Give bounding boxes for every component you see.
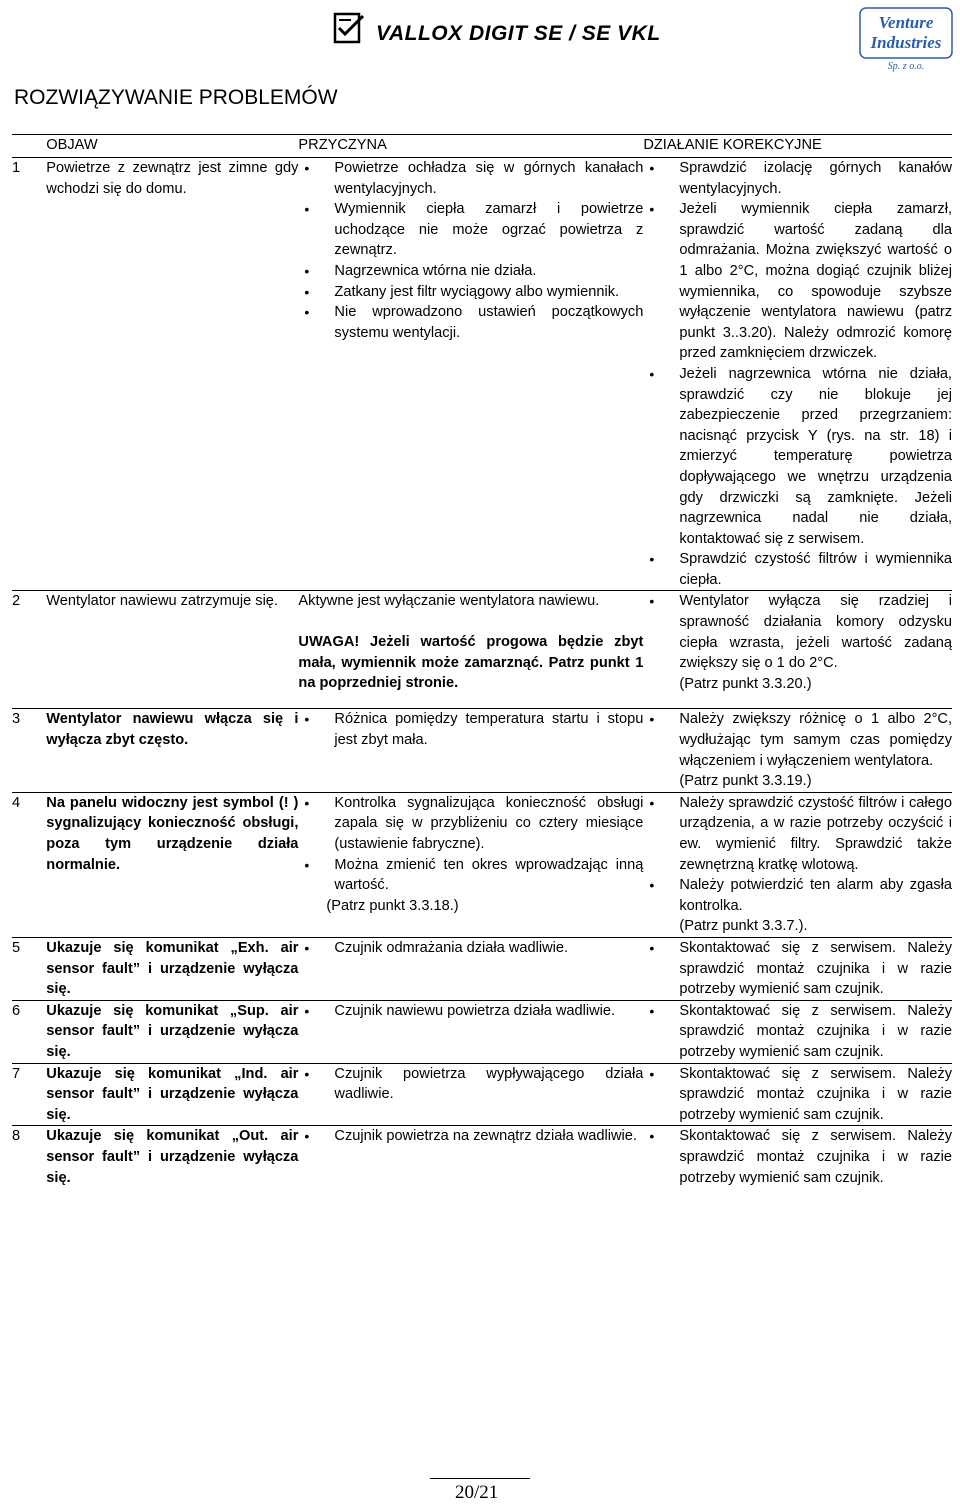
cause-item: • Czujnik powietrza wypływającego działa wadliwie. [298, 1064, 643, 1105]
cause-warning: UWAGA! Jeżeli wartość progowa będzie zbyt mała, wymiennik może zamarznąć. Patrz punkt 1 na poprzedniej stronie. [298, 634, 644, 692]
action-item: • Wentylator wyłącza się rzadziej i sprawność działania komory odzysku ciepła wzrasta, jeżeli wartość zadaną zwiększy się o 1 do 2°C. [643, 591, 952, 673]
action-item: • Jeżeli wymiennik ciepła zamarzł, sprawdzić wartość zadaną dla odmrażania. Można zwiększyć wartość o 1 albo 2°C, można dogiąć czujnik bliżej wymiennika, co spowoduje szybsze wyłączenie wentylatora nawiewu (patrz punkt 3..3.20). Należy odmrozić komorę przed zamknięciem drzwiczek. [643, 199, 952, 364]
action-list [643, 793, 952, 917]
table-row [12, 709, 952, 792]
cause-item: • Wymiennik ciepła zamarzł i powietrze uchodzące nie może ogrzać powietrza z zewnątrz. [298, 199, 643, 261]
action-list [643, 591, 952, 673]
action-item: • Należy potwierdzić ten alarm aby zgasła kontrolka. [643, 875, 952, 916]
action-item: • Należy zwiększy różnicę o 1 albo 2°C, wydłużając tym samym czas pomiędzy włączeniem i wyłączeniem wentylatora. [643, 709, 952, 771]
cause-reference: (Patrz punkt 3.3.18.) [326, 897, 459, 914]
symptom-text: Powietrze z zewnątrz jest zimne gdy wchodzi się do domu. [46, 160, 299, 197]
action-item: • Skontaktować się z serwisem. Należy sprawdzić montaż czujnika i w razie potrzeby wymienić sam czujnik. [643, 1126, 952, 1188]
cause-item: • Różnica pomiędzy temperatura startu i stopu jest zbyt mała. [298, 709, 643, 750]
row-number: 8 [12, 1126, 46, 1188]
table-row [12, 1063, 952, 1126]
column-action: DZIAŁANIE KOREKCYJNE [643, 135, 952, 158]
table-row [12, 792, 952, 937]
cause-list [298, 158, 643, 343]
action-list [643, 709, 952, 771]
table-header-row [12, 135, 952, 158]
action-item: • Jeżeli nagrzewnica wtórna nie działa, sprawdzić czy nie blokuje jej zabezpieczenie przed przegrzaniem: nacisnąć przycisk Y (rys. na str. 18) i zmierzyć temperaturę powietrza dopływającego we wnętrzu urządzenia gdy drzwiczki są zamknięte. Jeżeli nagrzewnica nadal nie działa, kontaktować się z serwisem. [643, 364, 952, 549]
symptom-text: Ukazuje się komunikat „Out. air sensor fault” i urządzenie wyłącza się. [46, 1126, 298, 1188]
row-number: 6 [12, 1000, 46, 1063]
symptom-text: Ukazuje się komunikat „Sup. air sensor fault” i urządzenie wyłącza się. [46, 1000, 298, 1063]
footer-divider [430, 1478, 530, 1479]
action-item: • Sprawdzić izolację górnych kanałów wentylacyjnych. [643, 158, 952, 199]
brand-title: VALLOX DIGIT SE / SE VKL [376, 22, 661, 45]
cause-list [298, 938, 643, 959]
row-number: 3 [12, 709, 46, 792]
action-list [643, 158, 952, 590]
row-number: 7 [12, 1063, 46, 1126]
cause-list [298, 709, 643, 750]
action-item: • Skontaktować się z serwisem. Należy sprawdzić montaż czujnika i w razie potrzeby wymienić sam czujnik. [643, 1001, 952, 1063]
cause-item: • Można zmienić ten okres wprowadzając inną wartość. [298, 855, 643, 896]
action-item: • Skontaktować się z serwisem. Należy sprawdzić montaż czujnika i w razie potrzeby wymienić sam czujnik. [643, 938, 952, 1000]
action-reference: (Patrz punkt 3.3.7.). [679, 918, 808, 935]
cause-item: • Czujnik powietrza na zewnątrz działa wadliwie. [298, 1126, 643, 1147]
cause-list [298, 1064, 643, 1105]
table-row [12, 158, 952, 591]
cause-list [298, 793, 643, 896]
page-title: ROZWIĄZYWANIE PROBLEMÓW [14, 86, 338, 109]
column-symptom: OBJAW [46, 135, 298, 158]
action-list [643, 1001, 952, 1063]
cause-item: • Kontrolka sygnalizująca konieczność obsługi zapala się w przybliżeniu co cztery miesiące (ustawienie fabryczne). [298, 793, 643, 855]
venture-industries-logo [858, 6, 954, 72]
table-row [12, 591, 952, 694]
troubleshooting-table [12, 134, 952, 1188]
cause-item: • Czujnik odmrażania działa wadliwie. [298, 938, 643, 959]
action-item: • Należy sprawdzić czystość filtrów i całego urządzenia, a w razie potrzeby oczyścić i ew. wymienić filtry. Sprawdzić także zewnętrzną kratkę wlotową. [643, 793, 952, 875]
page-number: 20/21 [455, 1482, 499, 1503]
row-number: 2 [12, 591, 46, 694]
symptom-text: Wentylator nawiewu włącza się i wyłącza zbyt często. [46, 709, 298, 792]
cause-item: • Nie wprowadzono ustawień początkowych systemu wentylacji. [298, 302, 643, 343]
table-row [12, 1126, 952, 1188]
venture-line2: Industries [870, 33, 942, 52]
cause-item: • Nagrzewnica wtórna nie działa. [298, 261, 643, 282]
symptom-text: Na panelu widoczny jest symbol (! ) sygnalizujący konieczność obsługi, poza tym urządzenie działa normalnie. [46, 792, 298, 937]
action-list [643, 1126, 952, 1188]
table-row [12, 937, 952, 1000]
venture-line3: Sp. z o.o. [887, 61, 925, 72]
cause-list [298, 1001, 643, 1022]
column-cause: PRZYCZYNA [298, 135, 643, 158]
action-reference: (Patrz punkt 3.3.19.) [679, 773, 812, 790]
table-row [12, 1000, 952, 1063]
cause-item: • Zatkany jest filtr wyciągowy albo wymiennik. [298, 282, 643, 303]
symptom-text: Ukazuje się komunikat „Exh. air sensor fault” i urządzenie wyłącza się. [46, 937, 298, 1000]
cause-item: • Powietrze ochładza się w górnych kanałach wentylacyjnych. [298, 158, 643, 199]
action-reference: (Patrz punkt 3.3.20.) [679, 675, 812, 692]
vallox-logo-icon [333, 12, 367, 46]
symptom-text: Wentylator nawiewu zatrzymuje się. [46, 591, 298, 694]
page-header [0, 0, 960, 80]
row-number: 4 [12, 792, 46, 937]
venture-line1: Venture [878, 13, 934, 32]
action-list [643, 1064, 952, 1126]
action-list [643, 938, 952, 1000]
cause-list [298, 1126, 643, 1147]
cause-text: Aktywne jest wyłączanie wentylatora nawiewu. [298, 593, 600, 610]
row-number: 5 [12, 937, 46, 1000]
row-number: 1 [12, 160, 21, 176]
action-item: • Skontaktować się z serwisem. Należy sprawdzić montaż czujnika i w razie potrzeby wymienić sam czujnik. [643, 1064, 952, 1126]
symptom-text: Ukazuje się komunikat „Ind. air sensor fault” i urządzenie wyłącza się. [46, 1063, 298, 1126]
action-item: • Sprawdzić czystość filtrów i wymiennika ciepła. [643, 549, 952, 590]
cause-item: • Czujnik nawiewu powietrza działa wadliwie. [298, 1001, 643, 1022]
